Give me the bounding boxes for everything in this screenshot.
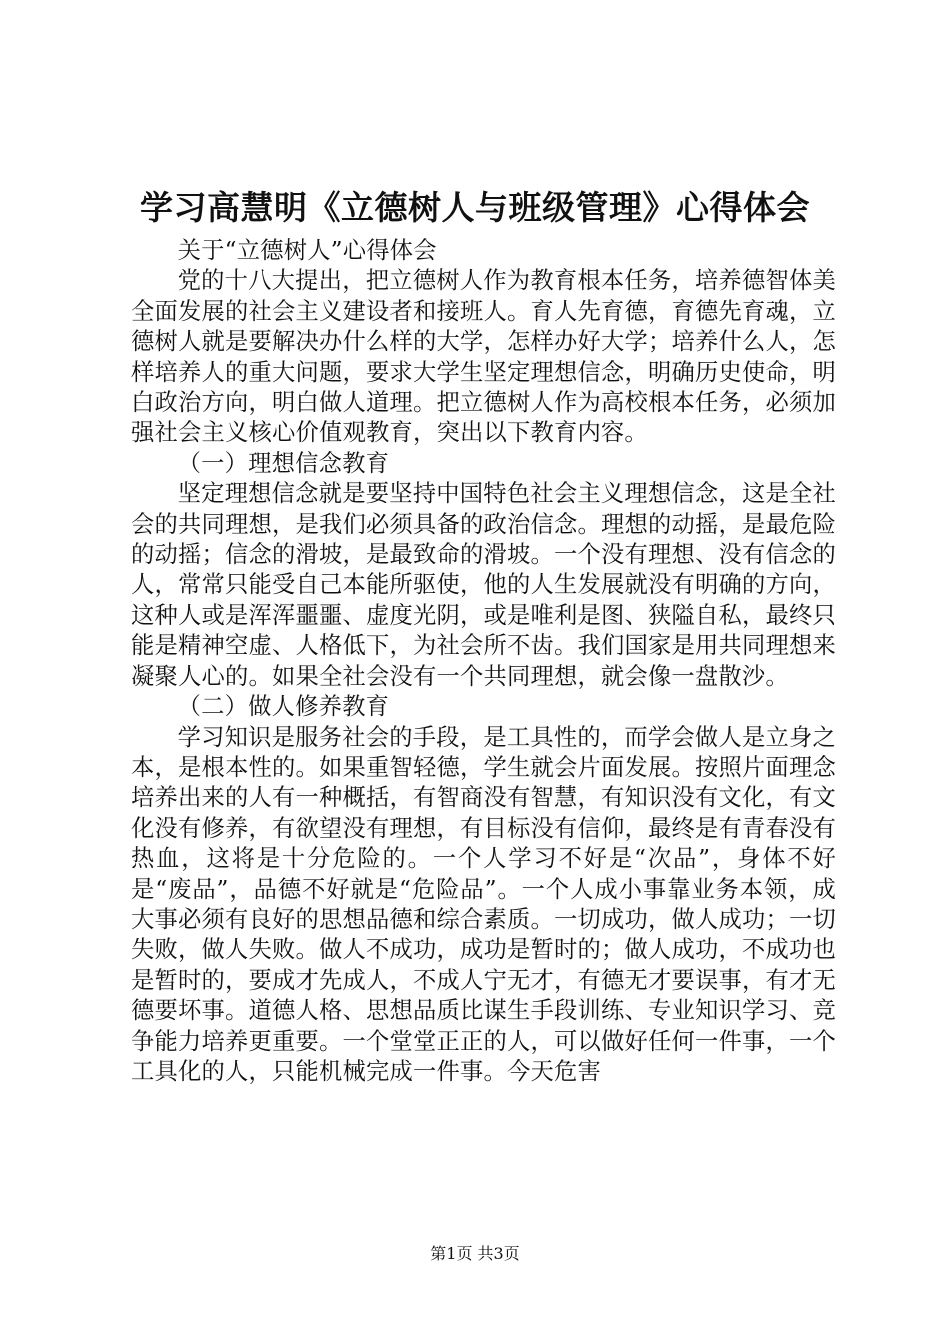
section-heading-ideals: （一）理想信念教育 xyxy=(177,449,390,477)
page-footer: 第1页 共3页 xyxy=(430,1244,520,1263)
document-body xyxy=(131,236,836,1087)
section-heading-character: （二）做人修养教育 xyxy=(177,693,390,721)
subtitle-paragraph: 关于“立德树人”心得体会 xyxy=(177,237,437,264)
intro-paragraph: 党的十八大提出，把立德树人作为教育根本任务，培养德智体美全面发展的社会主义建设者和接班人。育人先育德，育德先育魂，立德树人就是要解决办什么样的大学，怎样办好大学；培养什么人，怎样培养人的重大问题，要求大学生坚定理想信念，明确历史使命，明白政治方向，明白做人道理。把立德树人作为高校根本任务，必须加强社会主义核心价值观教育，突出以下教育内容。 xyxy=(131,267,836,447)
character-paragraph: 学习知识是服务社会的手段，是工具性的，而学会做人是立身之本，是根本性的。如果重智轻德，学生就会片面发展。按照片面理念培养出来的人有一种概括，有智商没有智慧，有知识没有文化，有文化没有修养，有欲望没有理想，有目标没有信仰，最终是有青春没有热血，这将是十分危险的。一个人学习不好是“次品”，身体不好是“废品”，品德不好就是“危险品”。一个人成小事靠业务本领，成大事必须有良好的思想品德和综合素质。一切成功，做人成功；一切失败，做人失败。做人不成功，成功是暂时的；做人成功，不成功也是暂时的，要成才先成人，不成人宁无才，有德无才要误事，有才无德要坏事。道德人格、思想品质比谋生手段训练、专业知识学习、竞争能力培养更重要。一个堂堂正正的人，可以做好任何一件事，一个工具化的人，只能机械完成一件事。今天危害 xyxy=(131,723,836,1085)
document-title: 学习高慧明《立德树人与班级管理》心得体会 xyxy=(140,188,810,227)
ideals-paragraph: 坚定理想信念就是要坚持中国特色社会主义理想信念，这是全社会的共同理想，是我们必须具备的政治信念。理想的动摇，是最危险的动摇；信念的滑坡，是最致命的滑坡。一个没有理想、没有信念的人，常常只能受自己本能所驱使，他的人生发展就没有明确的方向，这种人或是浑浑噩噩、虚度光阴，或是唯利是图、狭隘自私，最终只能是精神空虚、人格低下，为社会所不齿。我们国家是用共同理想来凝聚人心的。如果全社会没有一个共同理想，就会像一盘散沙。 xyxy=(131,480,836,690)
